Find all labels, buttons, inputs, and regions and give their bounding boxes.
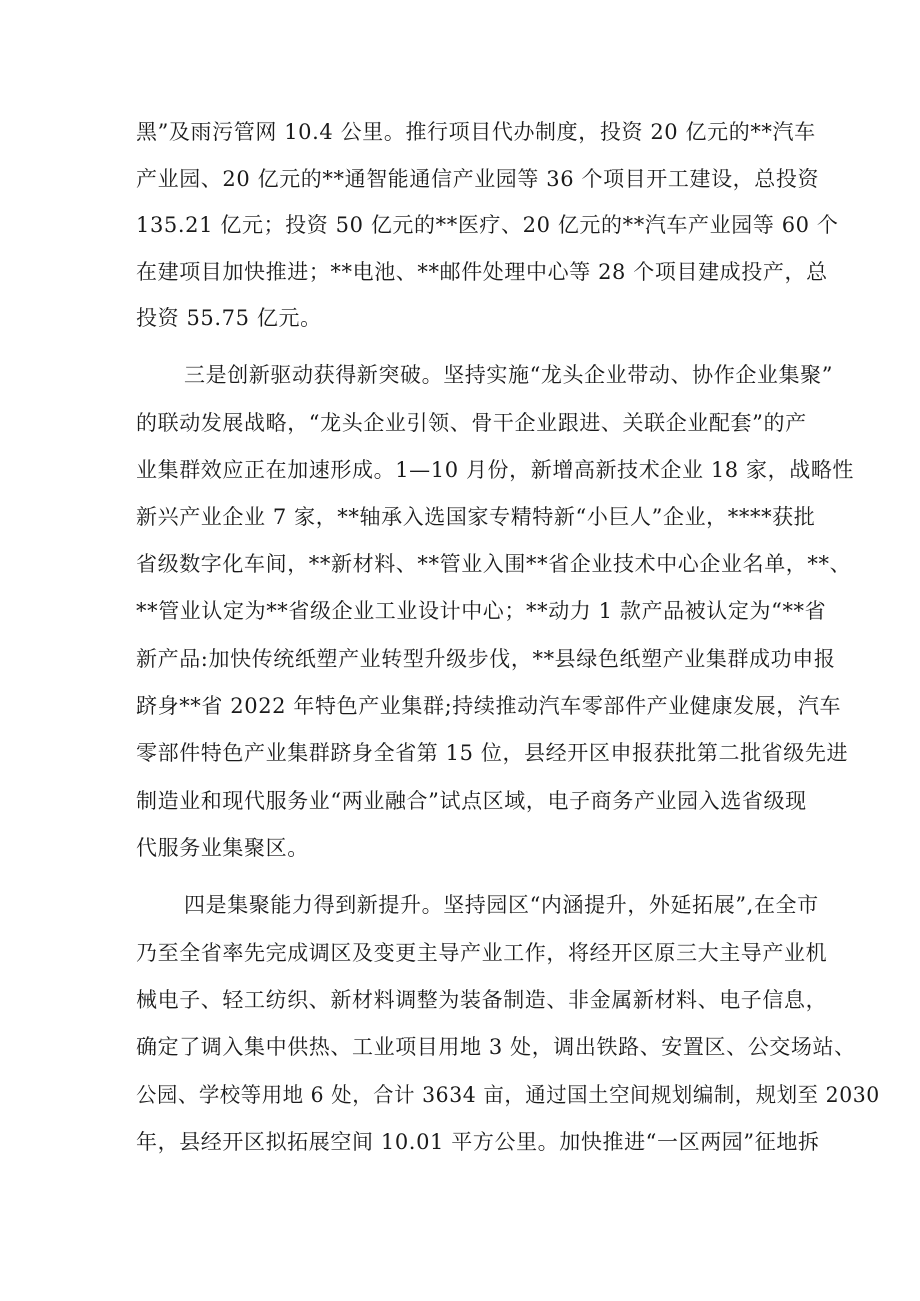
- text-line: **管业认定为**省级企业工业设计中心；**动力 1 款产品被认定为“**省: [136, 599, 827, 623]
- text-line: 黑”及雨污管网 10.4 公里。推行项目代办制度，投资 20 亿元的**汽车: [136, 120, 816, 144]
- paragraph-heading-line: 四是集聚能力得到新提升。坚持园区“内涵提升，外延拓展”,在全市: [184, 893, 819, 917]
- text-line: 的联动发展战略，“龙头企业引领、骨干企业跟进、关联企业配套”的产: [136, 411, 807, 435]
- text-line: 年，县经开区拟拓展空间 10.01 平方公里。加快推进“一区两园”征地拆: [136, 1130, 820, 1154]
- text-line: 新产品:加快传统纸塑产业转型升级步伐，**县绿色纸塑产业集群成功申报: [136, 647, 836, 671]
- text-line: 新兴产业企业 7 家，**轴承入选国家专精特新“小巨人”企业，****获批: [136, 505, 816, 529]
- text-line: 确定了调入集中供热、工业项目用地 3 处，调出铁路、安置区、公交场站、: [136, 1035, 856, 1059]
- text-line: 乃至全省率先完成调区及变更主导产业工作，将经开区原三大主导产业机: [136, 941, 828, 965]
- text-line: 械电子、轻工纺织、新材料调整为装备制造、非金属新材料、电子信息，: [136, 988, 828, 1012]
- text-line: 投资 55.75 亿元。: [136, 306, 322, 330]
- text-line: 跻身**省 2022 年特色产业集群;持续推动汽车零部件产业健康发展，汽车: [136, 694, 842, 718]
- text-line: 产业园、20 亿元的**通智能通信产业园等 36 个项目开工建设，总投资: [136, 167, 820, 191]
- text-line: 公园、学校等用地 6 处，合计 3634 亩，通过国土空间规划编制，规划至 2030: [136, 1083, 880, 1107]
- text-line: 业集群效应正在加速形成。1—10 月份，新增高新技术企业 18 家，战略性: [136, 458, 855, 482]
- text-line: 省级数字化车间，**新材料、**管业入围**省企业技术中心企业名单，**、: [136, 552, 852, 576]
- text-line: 零部件特色产业集群跻身全省第 15 位，县经开区申报获批第二批省级先进: [136, 741, 849, 765]
- text-line: 代服务业集聚区。: [136, 836, 309, 860]
- paragraph-heading-line: 三是创新驱动获得新突破。坚持实施“龙头企业带动、协作企业集聚”: [184, 363, 834, 387]
- text-line: 制造业和现代服务业“两业融合”试点区域，电子商务产业园入选省级现: [136, 789, 807, 813]
- text-line: 在建项目加快推进；**电池、**邮件处理中心等 28 个项目建成投产，总: [136, 260, 828, 284]
- text-line: 135.21 亿元；投资 50 亿元的**医疗、20 亿元的**汽车产业园等 60 个: [136, 213, 839, 237]
